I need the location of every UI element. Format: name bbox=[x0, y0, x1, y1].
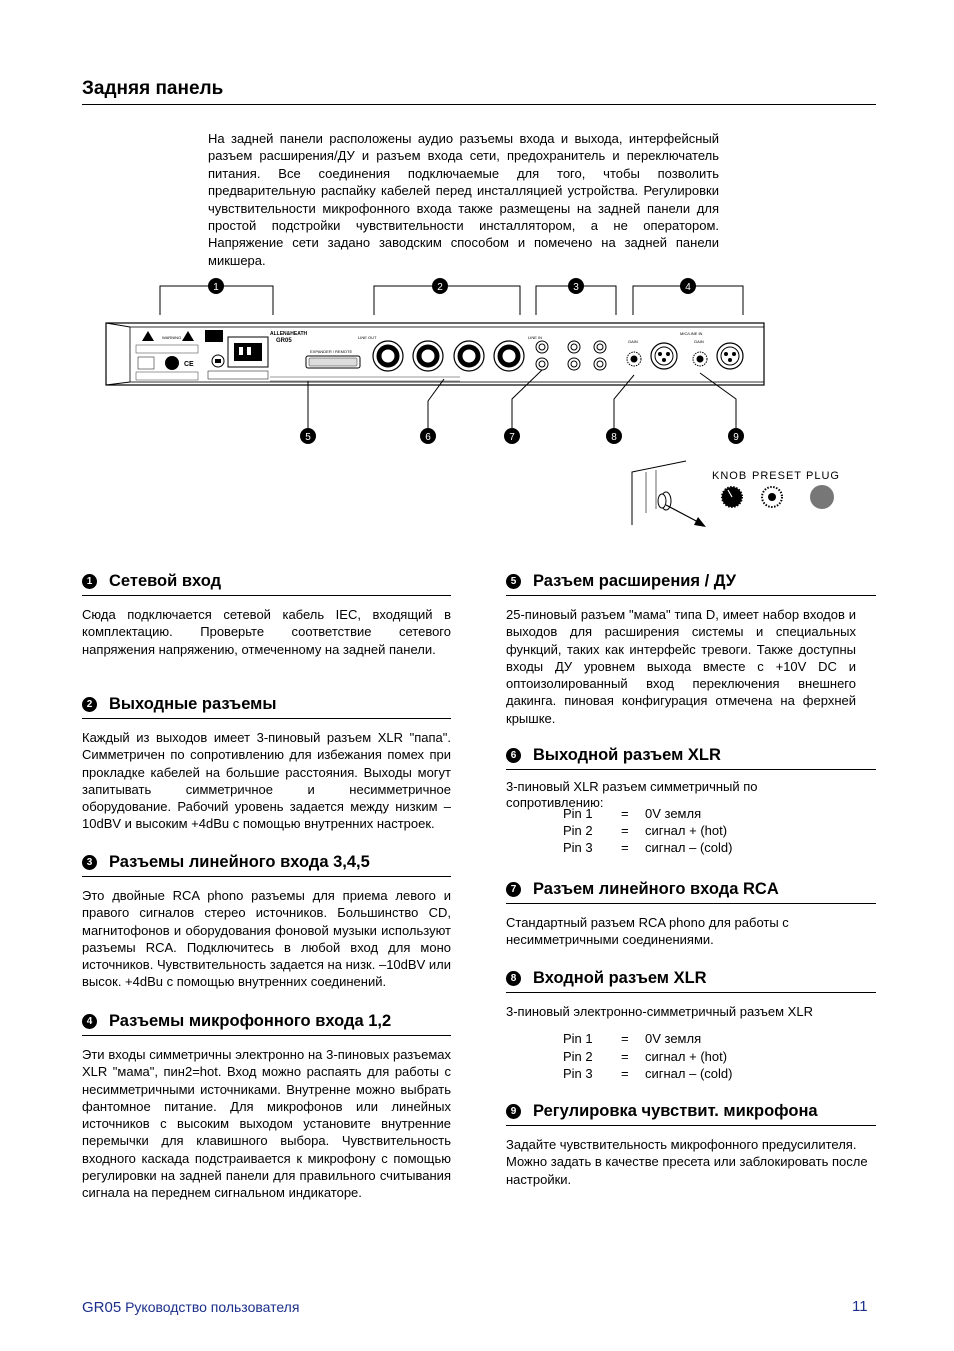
model-label: GR05 bbox=[276, 338, 292, 344]
warning-text: WARNING bbox=[162, 335, 182, 340]
pin-row: Pin 3 = сигнал – (cold) bbox=[563, 1066, 733, 1082]
section-title: Разъем расширения / ДУ bbox=[533, 572, 737, 590]
pin-row: Pin 2 = сигнал + (hot) bbox=[563, 823, 728, 838]
gain-control-inset bbox=[632, 461, 840, 527]
callout-bottom-5 bbox=[300, 428, 316, 444]
section-body: 3-пиновый электронно-симметричный разъем XLR bbox=[506, 1004, 813, 1019]
section-number: 2 bbox=[82, 697, 97, 712]
section-title: Выходные разъемы bbox=[109, 695, 277, 713]
section-title: Сетевой вход bbox=[109, 572, 222, 590]
section-number: 8 bbox=[506, 971, 521, 986]
plug-label: PLUG bbox=[806, 470, 840, 482]
mic-in-text: MIC/LINE IN bbox=[680, 331, 703, 336]
callout-bottom-7 bbox=[504, 428, 520, 444]
brand-label: ALLEN&HEATH bbox=[270, 331, 308, 337]
section-body: Каждый из выходов имеет 3-пиновый разъем XLR "папа". Симметричен по сопротивлению для избежания помех при прокладке кабелей на большие расстояния. Выходы могут запитывать симметричное и несимметричное оборудование. Рабочий уровень задается между низким –10dBV и высоким +4dBu с помощью внутренних настроек. bbox=[82, 730, 451, 832]
section-body: Сюда подключается сетевой кабель IEC, входящий в комплектацию. Проверьте соответствие сетевого напряжения напряжению, отмеченному на задней панели. bbox=[82, 607, 451, 657]
title-divider bbox=[82, 104, 876, 105]
section-output-connectors bbox=[82, 695, 451, 833]
callout-bottom-5-label: 5 bbox=[305, 432, 311, 443]
callout-top-1-label: 1 bbox=[213, 282, 219, 293]
footer-manual: Руководство пользователя bbox=[125, 1299, 300, 1315]
callout-bottom-8-label: 8 bbox=[611, 432, 617, 443]
pin-table bbox=[563, 1030, 876, 1083]
intro-paragraph: На задней панели расположены аудио разъемы входа и выхода, интерфейсный разъем расширения/ДУ и разъем входа сети, предохранитель и переключатель питания. Все соединения подключаемые для того, чтобы позволить предварительную распайку кабелей перед инсталляцией устройства. Регулировки чувствительности микрофонного входа также размещены на задней панели для простой подстройки чувствительности инсталлятором, а не оператором. Напряжение сети задано заводским способом и помечено на задней панели микшера. bbox=[208, 131, 719, 268]
pin-row: Pin 1 = 0V земля bbox=[563, 1031, 702, 1047]
gain-text-2: GAIN bbox=[694, 339, 704, 344]
callout-top-2 bbox=[432, 278, 448, 294]
footer-manual-title bbox=[82, 1299, 299, 1316]
section-title: Разъемы микрофонного входа 1,2 bbox=[109, 1012, 392, 1030]
section-xlr-input bbox=[506, 969, 876, 1083]
pin-table bbox=[563, 805, 876, 856]
section-body: Это двойные RCA phono разъемы для приема левого и правого сигналов стерео источников. Большинство CD, магнитофонов и оборудования фоновой музыки используют разъемы RCA. Подключитесь в любой вход для моно источников. Чувствительность задается на низк. –10dBV или высок. +4dBu с помощью внутренних соединений. bbox=[82, 888, 451, 990]
callout-bottom-7-label: 7 bbox=[509, 432, 515, 443]
gain-text-1: GAIN bbox=[628, 339, 638, 344]
footer-model: GR05 bbox=[82, 1299, 122, 1316]
page-title: Задняя панель bbox=[82, 78, 224, 99]
section-title: Разъем линейного входа RCA bbox=[533, 880, 779, 898]
line-in-text: LINE IN bbox=[528, 335, 543, 340]
section-mains-input bbox=[82, 572, 451, 658]
page-number: 11 bbox=[852, 1298, 868, 1315]
callout-top-3-label: 3 bbox=[573, 282, 579, 293]
section-body: Эти входы симметричны электронно на 3-пиновых разъемах XLR "мама", пин2=hot. Вход можно распаять для работы с несимметричными источниками. Внутренне можно выбрать фантомное питание. Для микрофонов или линейных источников с высоким выходом установите внутренние перемычки для клавишного выбора. Чувствительность входного каскада подстраивается к микрофону с помощью регулировки на задней панели для правильного считывания сигнала на переднем сигнальном индикаторе. bbox=[82, 1047, 451, 1201]
callout-top-4 bbox=[680, 278, 696, 294]
callout-bottom-9-label: 9 bbox=[733, 432, 739, 443]
section-number: 9 bbox=[506, 1104, 521, 1119]
expander-text: EXPANDER / REMOTE bbox=[310, 349, 353, 354]
callout-top-3 bbox=[568, 278, 584, 294]
section-xlr-output bbox=[506, 746, 876, 856]
section-number: 7 bbox=[506, 882, 521, 897]
section-title: Разъемы линейного входа 3,4,5 bbox=[109, 853, 370, 871]
callout-bottom-9 bbox=[728, 428, 744, 444]
section-mic-inputs bbox=[82, 1012, 451, 1202]
section-title: Входной разъем XLR bbox=[533, 969, 707, 987]
section-title: Регулировка чувствит. микрофона bbox=[533, 1102, 818, 1120]
callout-top-2-label: 2 bbox=[437, 282, 443, 293]
section-number: 3 bbox=[82, 855, 97, 870]
callout-bottom-6 bbox=[420, 428, 436, 444]
section-expander-remote bbox=[506, 572, 876, 727]
section-body: Стандартный разъем RCA phono для работы с несимметричными соединениями. bbox=[506, 915, 789, 948]
section-title: Выходной разъем XLR bbox=[533, 746, 721, 764]
section-number: 4 bbox=[82, 1014, 97, 1029]
section-body: Задайте чувствительность микрофонного предусилителя. Можно задать в качестве пресета или заблокировать после настройки. bbox=[506, 1137, 868, 1187]
section-number: 6 bbox=[506, 748, 521, 763]
callout-bottom-6-label: 6 bbox=[425, 432, 431, 443]
callout-bottom-8 bbox=[606, 428, 622, 444]
fuse-holder bbox=[165, 356, 179, 370]
preset-label: PRESET bbox=[752, 470, 803, 482]
rear-panel-diagram bbox=[100, 275, 860, 535]
section-body: 25-пиновый разъем "мама" типа D, имеет набор входов и выходов для расширения системы и специальных функций, таких как интерфейс тревоги. Также доступны входы ДУ уровнем выхода вместе с +10V DC и оптоизолированный вход переключения внешнего дакинга. пиновая конфигурация отмечена на ферхней крышке. bbox=[506, 607, 856, 726]
section-rca-input bbox=[506, 880, 876, 949]
section-line-inputs bbox=[82, 853, 451, 991]
pin-row: Pin 3 = сигнал – (cold) bbox=[563, 840, 733, 855]
pin-row: Pin 1 = 0V земля bbox=[563, 806, 702, 821]
line-out-text: LINE OUT bbox=[358, 335, 377, 340]
section-body: 3-пиновый XLR разъем симметричный по сопротивлению: bbox=[506, 779, 758, 810]
plug-icon bbox=[810, 485, 834, 509]
callout-top-4-label: 4 bbox=[685, 282, 691, 293]
section-number: 5 bbox=[506, 574, 521, 589]
pin-row: Pin 2 = сигнал + (hot) bbox=[563, 1048, 728, 1064]
callout-top-1 bbox=[208, 278, 224, 294]
svg-text:CE: CE bbox=[184, 361, 194, 368]
knob-label: KNOB bbox=[712, 470, 748, 482]
section-mic-gain bbox=[506, 1102, 876, 1188]
section-number: 1 bbox=[82, 574, 97, 589]
